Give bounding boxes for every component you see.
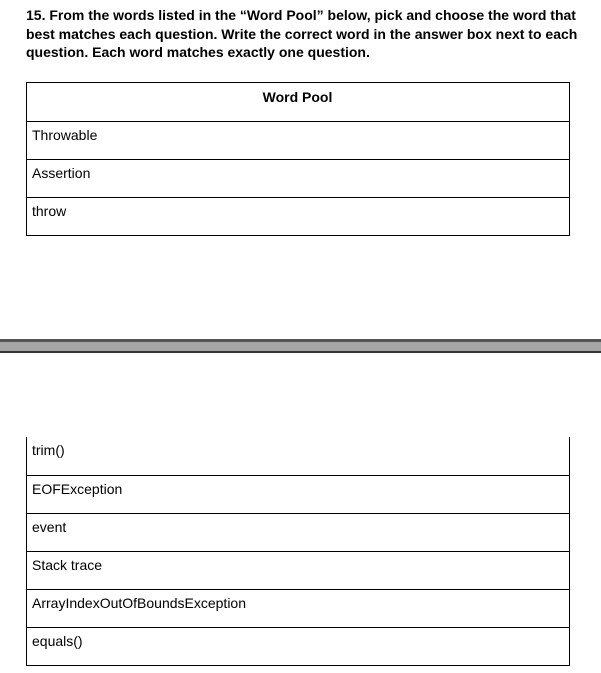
word-pool-item: throw <box>27 198 570 236</box>
table-row <box>27 513 570 551</box>
word-pool-item: event <box>27 513 570 551</box>
page-break-divider <box>0 339 601 354</box>
table-row <box>27 475 570 513</box>
word-pool-item: Throwable <box>27 122 570 160</box>
word-pool-item: Stack trace <box>27 551 570 589</box>
table-row <box>27 551 570 589</box>
table-row <box>27 198 570 236</box>
table-row <box>27 627 570 665</box>
word-pool-item: EOFException <box>27 475 570 513</box>
table-row <box>27 437 570 475</box>
word-pool-table-continued <box>26 437 570 666</box>
word-pool-item: trim() <box>27 437 570 475</box>
table-header-row <box>27 83 570 122</box>
word-pool-item: ArrayIndexOutOfBoundsException <box>27 589 570 627</box>
word-pool-table <box>26 82 570 236</box>
table-row <box>27 160 570 198</box>
table-row <box>27 589 570 627</box>
page-break-gap <box>0 342 601 351</box>
word-pool-header: Word Pool <box>27 83 570 122</box>
word-pool-item: equals() <box>27 627 570 665</box>
question-text: 15. From the words listed in the “Word Pool” below, pick and choose the word that best matches each question. Write the correct word in the answer box next to each question. Each word matches exactly one question. <box>26 7 578 60</box>
word-pool-item: Assertion <box>27 160 570 198</box>
page-break-edge <box>0 351 601 353</box>
table-row <box>27 122 570 160</box>
